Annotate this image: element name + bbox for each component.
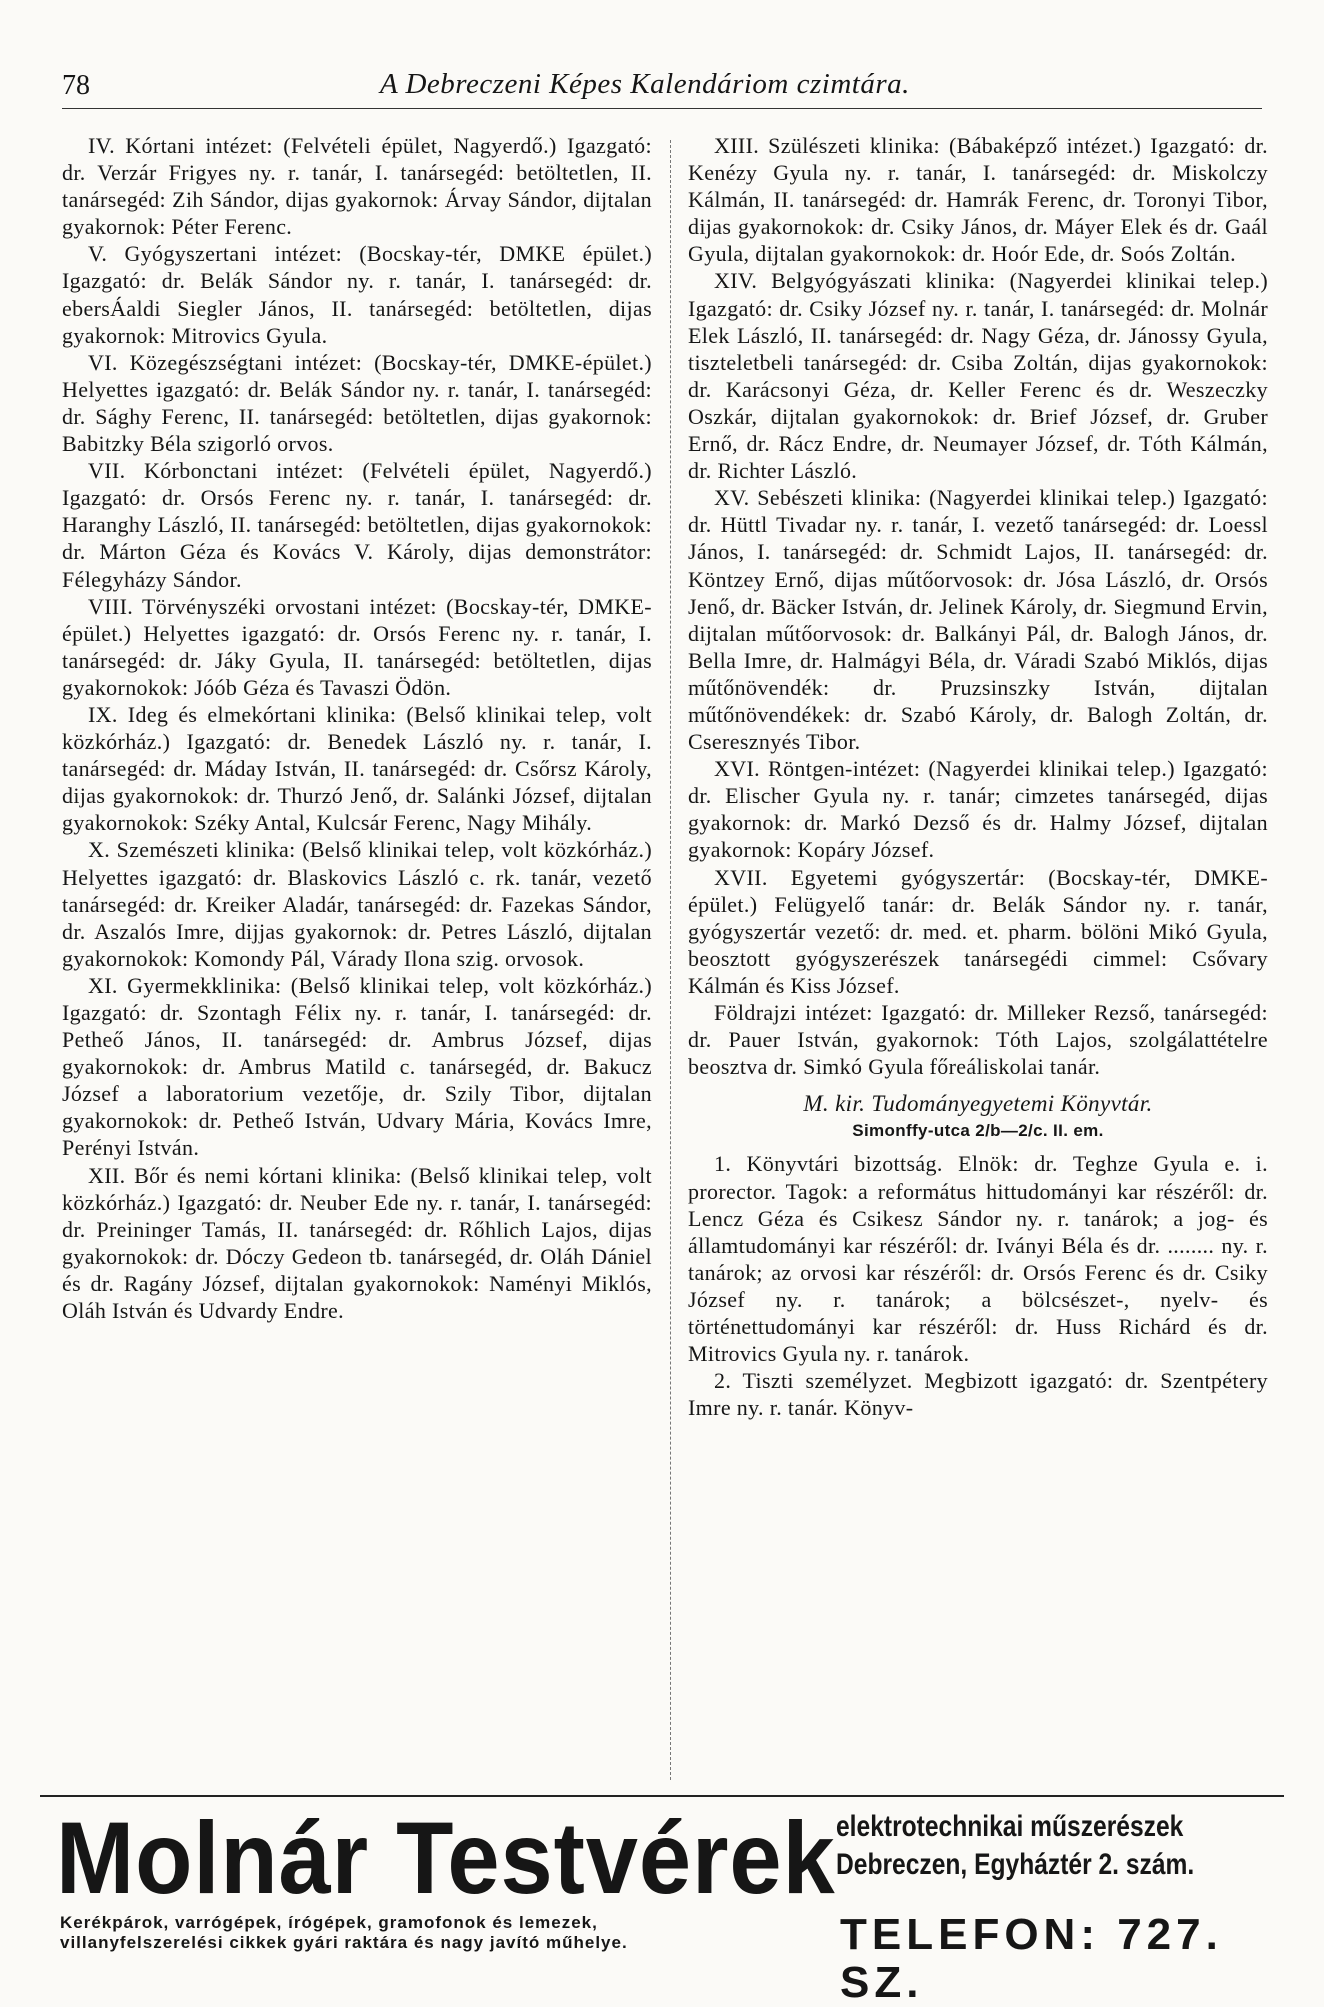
entry-paragraph: VIII. Törvényszéki orvostani intézet: (Bocskay-tér, DMKE-épület.) Helyettes igazgató: dr. Orsós Ferenc ny. r. tanár, I. tanársegéd: dr. Jáky Gyula, II. tanársegéd: betöltetlen, dijas gyakornokok: Jóób Géza és Tavaszi Ödön. [62, 593, 652, 700]
entry-paragraph: VII. Kórbonctani intézet: (Felvételi épület, Nagyerdő.) Igazgató: dr. Orsós Ferenc ny. r. tanár, I. tanársegéd: dr. Haranghy László, II. tanársegéd: betöltetlen, dijas gyakornokok: dr. Márton Géza és Kovács V. Károly, dijas demonstrátor: Félegyházy Sándor. [62, 458, 652, 592]
entry-paragraph: XIV. Belgyógyászati klinika: (Nagyerdei klinikai telep.) Igazgató: dr. Csiky József ny. r. tanár, I. tanársegéd: dr. Molnár Elek László, II. tanársegéd: dr. Nagy Géza, dr. Jánossy Gyula, tiszteletbeli tanársegéd: dr. Csiba Zoltán, dijas gyakornokok: dr. Karácsonyi Géza, dr. Keller Ferenc és dr. Weszeczky Oszkár, dijtalan gyakornokok: dr. Brief József, dr. Gruber Ernő, dr. Rácz Endre, dr. Neumayer József, dr. Tóth Kálmán, dr. Richter László. [688, 268, 1268, 484]
ad-address: Debreczen, Egyháztér 2. szám. [836, 1848, 1195, 1881]
library-section-title: M. kir. Tudományegyetemi Könyvtár. [803, 1091, 1153, 1117]
left-column [62, 132, 652, 1324]
advertisement [40, 1795, 1284, 2007]
entry-paragraph: XIII. Szülészeti klinika: (Bábaképző intézet.) Igazgató: dr. Kenézy Gyula ny. r. tanár, I. tanársegéd: dr. Miskolczy Kálmán, II. tanársegéd: dr. Hamrák Ferenc, dr. Toronyi Tibor, dijas gyakornokok: dr. Csiky János, dr. Máyer Elek és dr. Gaál Gyula, dijtalan gyakornokok: dr. Hoór Ede, dr. Soós Zoltán. [688, 133, 1268, 267]
entry-paragraph: XVI. Röntgen-intézet: (Nagyerdei klinikai telep.) Igazgató: dr. Elischer Gyula ny. r. tanár; cimzetes tanársegéd, dijas gyakornok: dr. Markó Dezső és dr. Halmy József, dijtalan gyakornok: Kopáry József. [688, 756, 1268, 863]
entry-paragraph: VI. Közegészségtani intézet: (Bocskay-tér, DMKE-épület.) Helyettes igazgató: dr. Belák Sándor ny. r. tanár, I. tanársegéd: dr. Sághy Ferenc, II. tanársegéd: betöltetlen, dijas gyakornok: Babitzky Béla szigorló orvos. [62, 349, 652, 457]
entry-paragraph: X. Szemészeti klinika: (Belső klinikai telep, volt közkórház.) Helyettes igazgató: dr. Blaskovics László c. rk. tanár, vezető tanársegéd: dr. Kreiker Aladár, tanársegéd: dr. Fazekas Sándor, dr. Aszalós Imre, dijjas gyakornok: dr. Petres László, dijtalan gyakornokok: Komondy Pál, Várady Ilona szig. orvosok. [62, 837, 652, 971]
ad-phone: TELEFON: 727. SZ. [840, 1910, 1223, 2007]
entry-paragraph: IX. Ideg és elmekórtani klinika: (Belső klinikai telep, volt közkórház.) Igazgató: dr. Benedek László ny. r. tanár, I. tanársegéd: dr. Máday István, II. tanársegéd: dr. Csőrsz Károly, dijas gyakornokok: dr. Thurzó Jenő, dr. Salánki József, dijtalan gyakornokok: Széky Antal, Kulcsár Ferenc, Nagy Mihály. [62, 701, 652, 836]
library-paragraph: 1. Könyvtári bizottság. Elnök: dr. Teghze Gyula e. i. prorector. Tagok: a református hittudományi kar részéről: dr. Lencz Géza és Csikesz Sándor ny. r. tanárok; a jog- és államtudományi kar részéről: dr. Iványi Béla és dr. ........ ny. r. tanárok; az orvosi kar részéről: dr. Orsós Ferenc és dr. Csiky József ny. r. tanárok; a bölcsészet-, nyelv- és történettudományi kar részéről: dr. Huss Richárd és dr. Mitrovics Gyula ny. r. tanárok. [688, 1151, 1268, 1367]
running-title: A Debreczeni Képes Kalendáriom czimtára. [380, 68, 910, 100]
header-rule [62, 108, 1262, 109]
ad-products [60, 1913, 830, 1953]
ad-services: elektrotechnikai műszerészek [836, 1810, 1184, 1843]
page-header [0, 62, 1324, 114]
page-number: 78 [62, 70, 90, 101]
entry-paragraph: XV. Sebészeti klinika: (Nagyerdei klinikai telep.) Igazgató: dr. Hüttl Tivadar ny. r. tanár, I. vezető tanársegéd: dr. Loessl János, I. tanársegéd: dr. Schmidt Lajos, II. tanársegéd: dr. Köntzey Ernő, dijas műtőorvosok: dr. Jósa László, dr. Orsós Jenő, dr. Bäcker István, dr. Jelinek Károly, dr. Siegmund Ervin, dijtalan műtőorvosok: dr. Balkányi Pál, dr. Balogh János, dr. Bella Imre, dr. Halmágyi Béla, dr. Váradi Szabó Miklós, dijas műtőnövendék: dr. Pruzsinszky István, dijtalan műtőnövendékek: dr. Szabó Károly, dr. Balogh Zoltán, dr. Cseresznyés Tibor. [688, 485, 1268, 755]
column-divider [670, 140, 671, 1780]
right-column [688, 132, 1268, 1421]
ad-products-line: villanyfelszerelési cikkek gyári raktára és nagy javító műhelye. [60, 1933, 628, 1952]
ad-products-line: Kerékpárok, varrógépek, írógépek, gramofonok és lemezek, [60, 1913, 598, 1932]
entry-paragraph: XVII. Egyetemi gyógyszertár: (Bocskay-tér, DMKE-épület.) Felügyelő tanár: dr. Belák Sándor ny. r. tanár, gyógyszertár vezető: dr. med. et. pharm. bölöni Mikó Gyula, beosztott gyógyszerészek tanársegédi cimmel: Csővary Kálmán és Kiss József. [688, 864, 1268, 998]
entry-paragraph: Földrajzi intézet: Igazgató: dr. Milleker Rezső, tanársegéd: dr. Pauer István, gyakornok: Tóth Lajos, szolgálattételre beosztva dr. Simkó Gyula főreáliskolai tanár. [688, 1000, 1268, 1080]
ad-company-name: Molnár Testvérek [56, 1801, 836, 1915]
entry-paragraph: XI. Gyermekklinika: (Belső klinikai telep, volt közkórház.) Igazgató: dr. Szontagh Félix ny. r. tanár, I. tanársegéd: dr. Petheő János, II. tanársegéd: dr. Ambrus József, dijas gyakornokok: dr. Ambrus Matild c. tanársegéd, dr. Bakucz József a laboratorium vezetője, dr. Szily Tibor, dijtalan gyakornokok: dr. Petheő István, Udvary Mária, Kovács Imre, Perényi István. [62, 972, 652, 1161]
library-address: Simonffy-utca 2/b—2/c. II. em. [852, 1121, 1104, 1141]
library-paragraph: 2. Tiszti személyzet. Megbizott igazgató: dr. Szentpétery Imre ny. r. tanár. Könyv- [688, 1368, 1268, 1421]
entry-paragraph: IV. Kórtani intézet: (Felvételi épület, Nagyerdő.) Igazgató: dr. Verzár Frigyes ny. r. tanár, I. tanársegéd: betöltetlen, II. tanársegéd: Zih Sándor, dijas gyakornok: Árvay Sándor, dijtalan gyakornok: Péter Ferenc. [62, 133, 652, 240]
entry-paragraph: V. Gyógyszertani intézet: (Bocskay-tér, DMKE épület.) Igazgató: dr. Belák Sándor ny. r. tanár, I. tanársegéd: dr. ebersÁaldi Siegler János, II. tanársegéd: betöltetlen, dijas gyakornok: Mitrovics Gyula. [62, 241, 652, 348]
ad-top-rule [40, 1795, 1284, 1797]
entry-paragraph: XII. Bőr és nemi kórtani klinika: (Belső klinikai telep, volt közkórház.) Igazgató: dr. Neuber Ede ny. r. tanár, I. tanársegéd: dr. Preininger Tamás, II. tanársegéd: dr. Rőhlich Lajos, dijas gyakornokok: dr. Dóczy Gedeon tb. tanársegéd, dr. Oláh Dániel és dr. Ragány József, dijtalan gyakornokok: Naményi Miklós, Oláh István és Udvardy Endre. [62, 1162, 652, 1324]
